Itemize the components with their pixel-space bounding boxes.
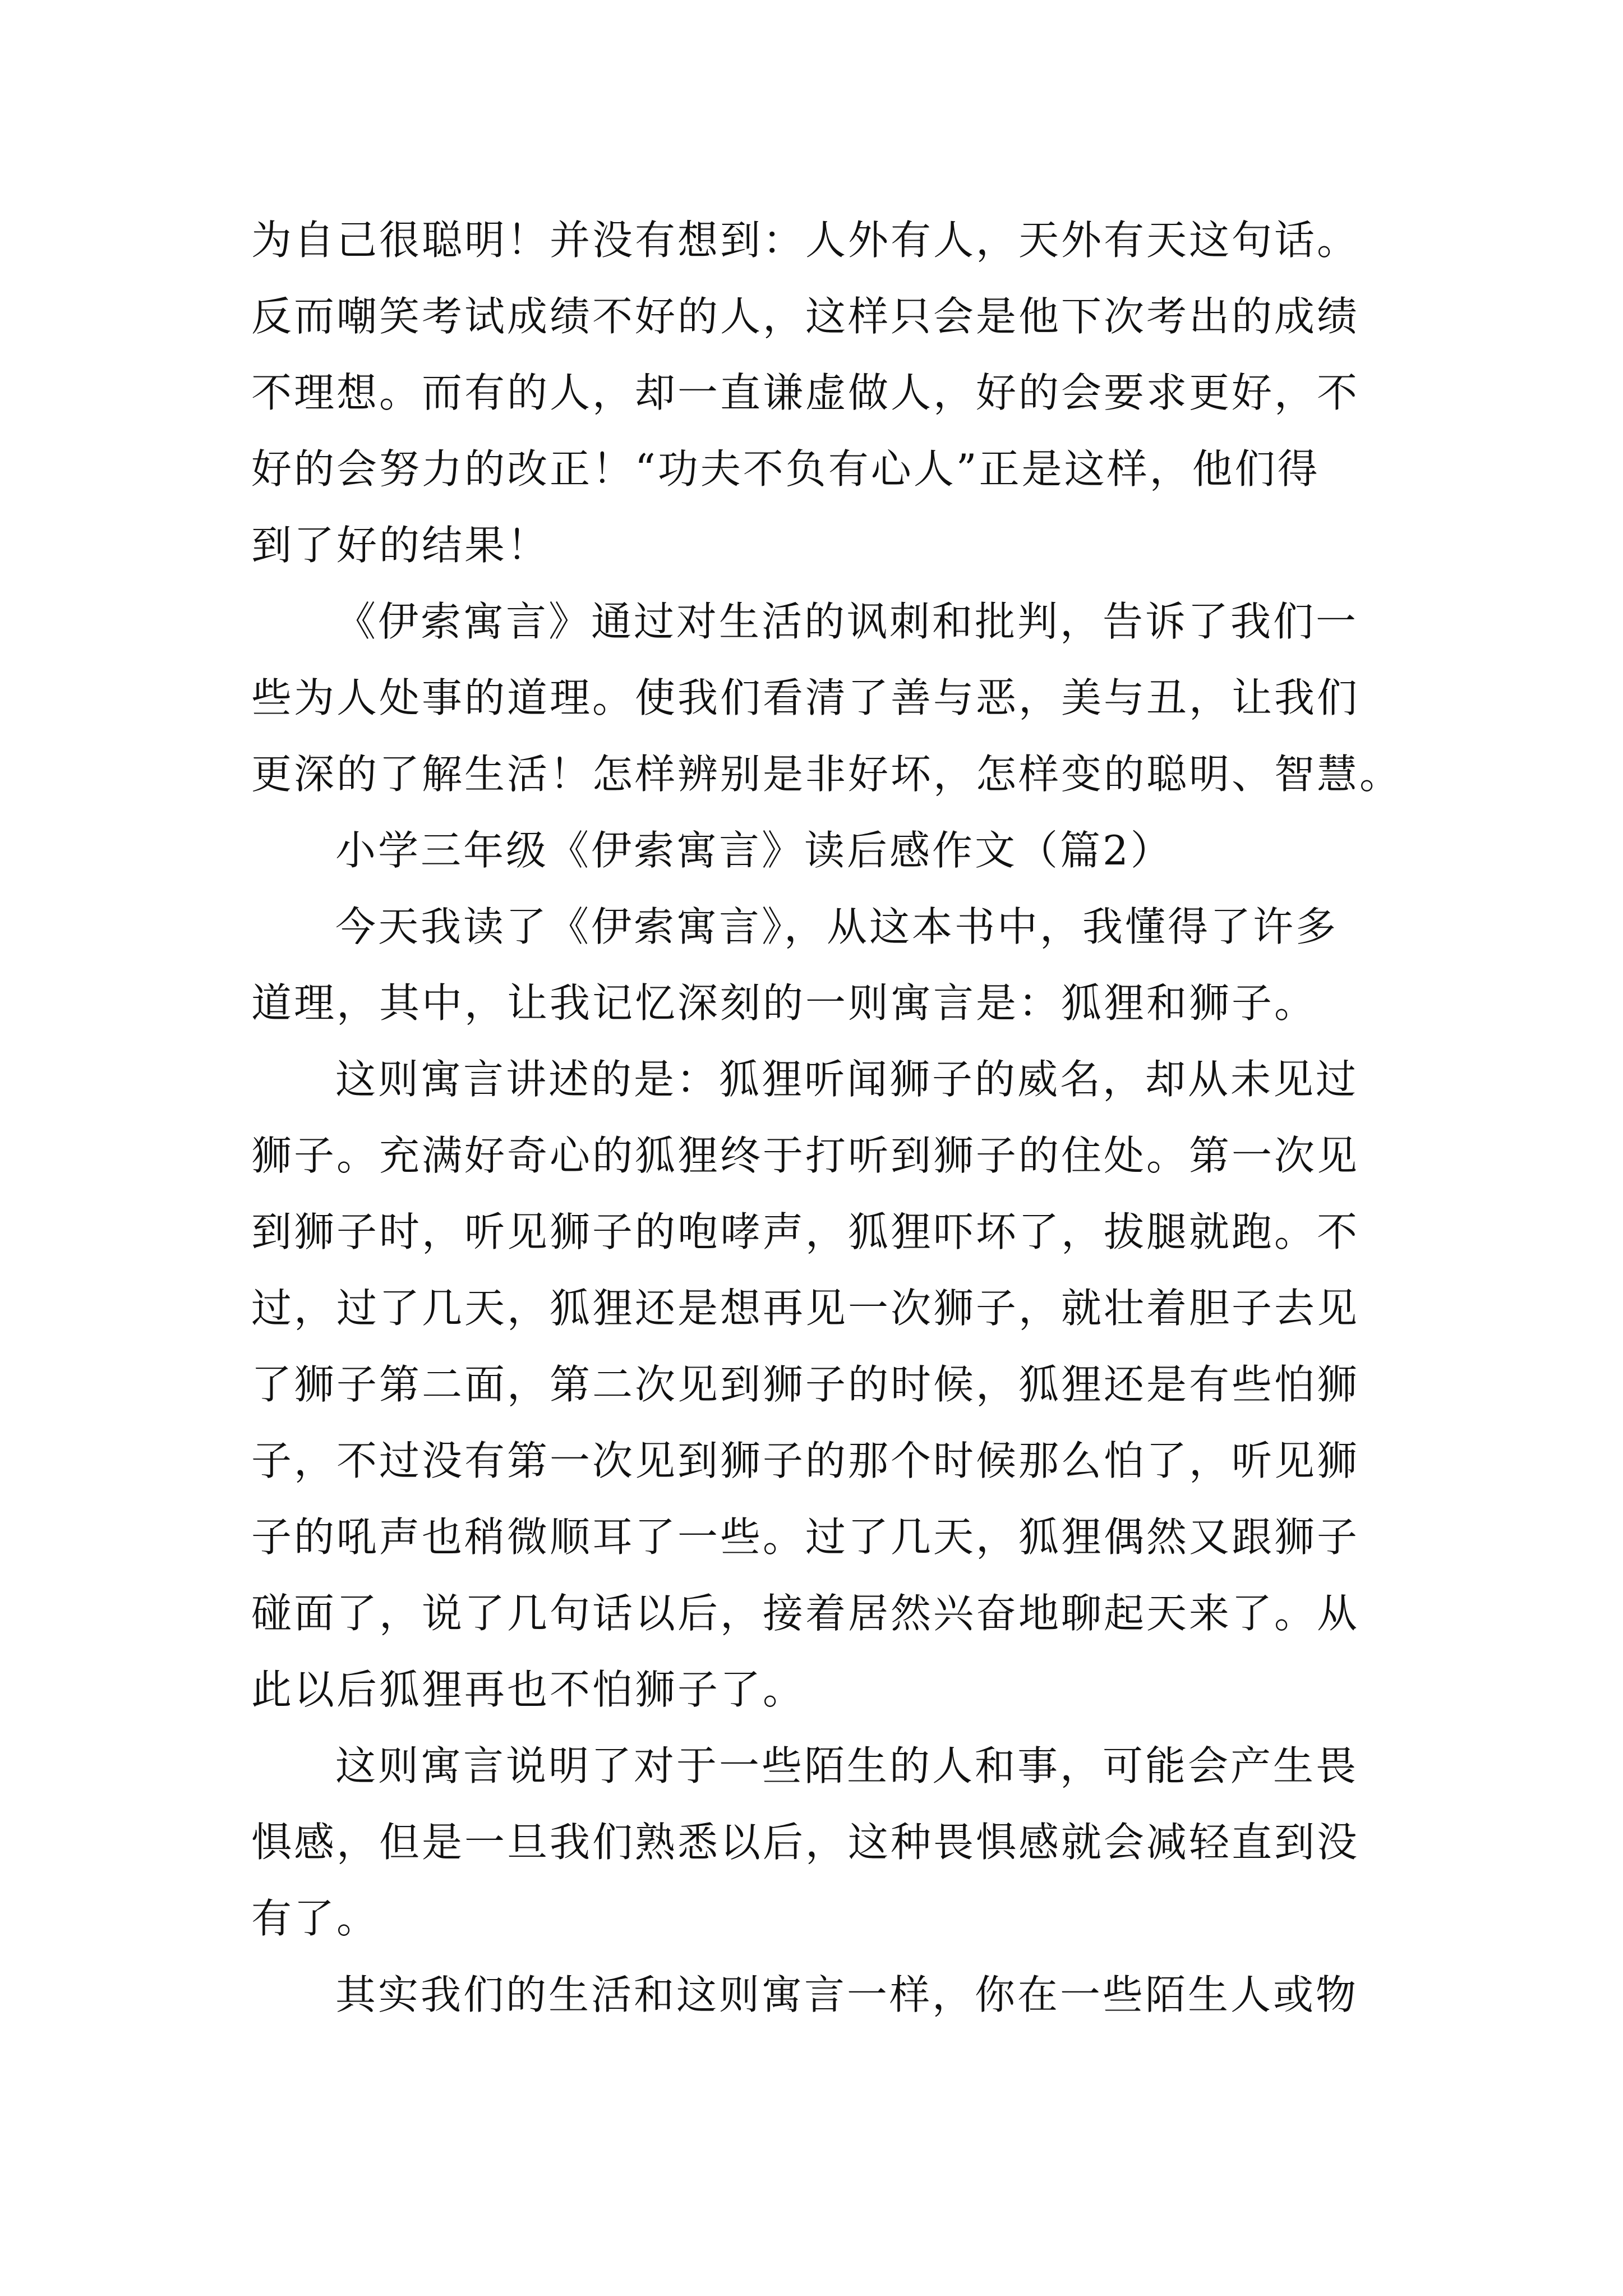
text-line: 更深的了解生活！怎样辨别是非好坏，怎样变的聪明、智慧。 xyxy=(251,751,1403,798)
text-line: 过，过了几天，狐狸还是想再见一次狮子，就壮着胆子去见 xyxy=(251,1285,1360,1332)
text-line: 到了好的结果！ xyxy=(251,522,550,569)
text-line: 碰面了，说了几句话以后，接着居然兴奋地聊起天来了。从 xyxy=(251,1590,1360,1637)
text-line: 些为人处事的道理。使我们看清了善与恶，美与丑，让我们 xyxy=(251,674,1360,721)
text-line: 道理，其中，让我记忆深刻的一则寓言是：狐狸和狮子。 xyxy=(251,979,1317,1027)
text-line: 此以后狐狸再也不怕狮子了。 xyxy=(251,1666,806,1713)
document-body xyxy=(251,202,1403,2033)
text-line: 好的会努力的改正！“功夫不负有心人”正是这样，他们得 xyxy=(251,445,1320,493)
text-line: 反而嘲笑考试成绩不好的人，这样只会是他下次考出的成绩 xyxy=(251,293,1360,340)
text-line: 有了。 xyxy=(251,1895,380,1942)
text-line: 到狮子时，听见狮子的咆哮声，狐狸吓坏了，拔腿就跑。不 xyxy=(251,1208,1360,1255)
paragraph-start-line: 这则寓言讲述的是：狐狸听闻狮子的威名，却从未见过 xyxy=(335,1056,1359,1103)
paragraph-start-line: 《伊索寓言》通过对生活的讽刺和批判，告诉了我们一 xyxy=(335,598,1359,645)
text-line: 子的吼声也稍微顺耳了一些。过了几天，狐狸偶然又跟狮子 xyxy=(251,1513,1360,1561)
text-line: 子，不过没有第一次见到狮子的那个时候那么怕了，听见狮 xyxy=(251,1437,1360,1484)
text-line: 狮子。充满好奇心的狐狸终于打听到狮子的住处。第一次见 xyxy=(251,1132,1360,1179)
text-line: 惧感，但是一旦我们熟悉以后，这种畏惧感就会减轻直到没 xyxy=(251,1819,1360,1866)
text-line: 为自己很聪明！并没有想到：人外有人，天外有天这句话。 xyxy=(251,217,1360,264)
paragraph-start-line: 其实我们的生活和这则寓言一样，你在一些陌生人或物 xyxy=(335,1971,1359,2018)
text-line: 不理想。而有的人，却一直谦虚做人，好的会要求更好，不 xyxy=(251,369,1360,416)
paragraph-start-line: 今天我读了《伊索寓言》，从这本书中，我懂得了许多 xyxy=(335,903,1339,950)
paragraph-start-line: 这则寓言说明了对于一些陌生的人和事，可能会产生畏 xyxy=(335,1742,1359,1789)
section-heading: 小学三年级《伊索寓言》读后感作文（篇2） xyxy=(335,827,1173,874)
text-line: 了狮子第二面，第二次见到狮子的时候，狐狸还是有些怕狮 xyxy=(251,1361,1360,1408)
